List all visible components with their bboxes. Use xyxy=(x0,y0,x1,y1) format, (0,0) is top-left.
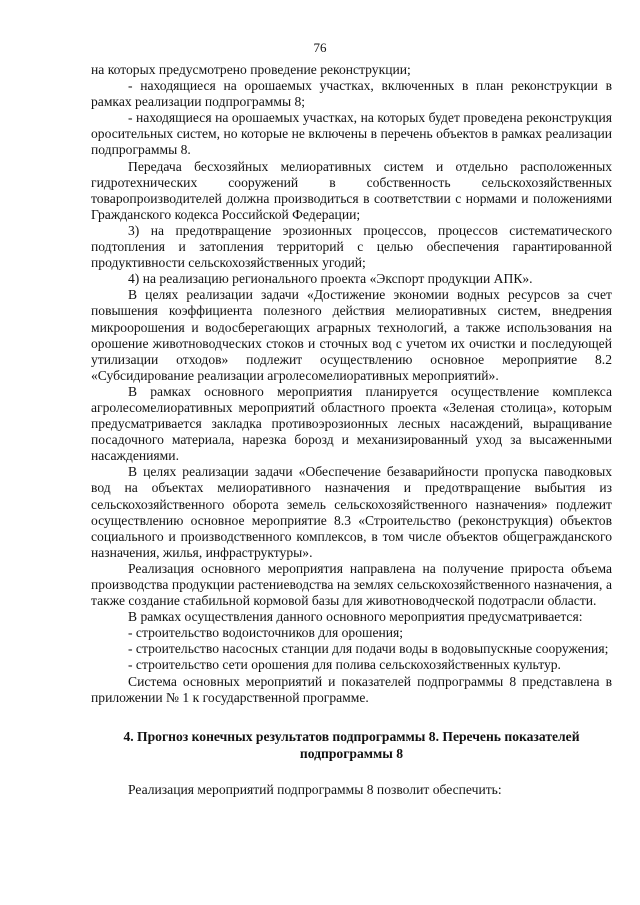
paragraph-4: Передача бесхозяйных мелиоративных систем и отдельно расположенных гидротехнических сооружений в собственность сельскохозяйственных товаропроизводителей должна производиться в соответствии с нормами и положениями Гражданского кодекса Российской Федерации; xyxy=(91,158,612,222)
paragraph-8: В рамках основного мероприятия планируется осуществление комплекса агролесомелиоративных мероприятий областного проекта «Зеленая столица», которым предусматривается закладка противоэрозионных лесных насаждений, выращивание посадочного материала, нарезка борозд и механизированный уход за высаженными насаждениями. xyxy=(91,383,612,464)
paragraph-7: В целях реализации задачи «Достижение экономии водных ресурсов за счет повышения коэффициента полезного действия мелиоративных систем, внедрения микроорошения и водосберегающих аграрных технологий, а также использования на орошение животноводческих стоков и сточных вод с учетом их очистки и последующей утилизации отходов» подлежит осуществлению основное мероприятие 8.2 «Субсидирование реализации агролесомелиоративных мероприятий». xyxy=(91,287,612,383)
paragraph-10: Реализация основного мероприятия направлена на получение прироста объема производства продукции растениеводства на землях сельскохозяйственного назначения, а также создание стабильной кормовой базы для животноводческой подотрасли области. xyxy=(91,560,612,609)
paragraph-14: - строительство сети орошения для полива сельскохозяйственных культур. xyxy=(128,657,561,673)
document-body xyxy=(91,62,612,798)
paragraph-13: - строительство насосных станции для подачи воды в водовыпускные сооружения; xyxy=(128,641,609,657)
paragraph-1: на которых предусмотрено проведение реконструкции; xyxy=(91,62,411,77)
paragraph-11: В рамках осуществления данного основного мероприятия предусматривается: xyxy=(128,609,583,625)
paragraph-5: 3) на предотвращение эрозионных процессов, процессов систематического подтопления и затопления территорий с целью обеспечения гарантированной продуктивности сельскохозяйственных угодий; xyxy=(91,222,612,271)
paragraph-2: - находящиеся на орошаемых участках, включенных в план реконструкции в рамках реализации подпрограммы 8; xyxy=(91,78,612,110)
paragraph-3: - находящиеся на орошаемых участках, на которых будет проведена реконструкция оросительных систем, но которые не включены в перечень объектов в рамках реализации подпрограммы 8. xyxy=(91,110,612,158)
paragraph-15: Система основных мероприятий и показателей подпрограммы 8 представлена в приложении № 1 к государственной программе. xyxy=(91,673,612,705)
paragraph-12: - строительство водоисточников для орошения; xyxy=(128,625,404,641)
page-number: 76 xyxy=(313,40,327,55)
paragraph-9: В целях реализации задачи «Обеспечение безаварийности пропуска паводковых вод на объектах мелиоративного назначения и предотвращение выбытия из сельскохозяйственного оборота земель сельскохозяйственного назначения» подлежит осуществлению основное мероприятие 8.3 «Строительство (реконструкция) объектов социального и производственного комплексов, в том числе объектов общегражданского назначения, жилья, инфраструктуры». xyxy=(91,464,612,560)
section-heading: 4. Прогноз конечных результатов подпрограммы 8. Перечень показателей подпрограммы 8 xyxy=(123,728,580,761)
closing-paragraph: Реализация мероприятий подпрограммы 8 позволит обеспечить: xyxy=(128,781,502,797)
paragraph-6: 4) на реализацию регионального проекта «Экспорт продукции АПК». xyxy=(128,271,533,287)
